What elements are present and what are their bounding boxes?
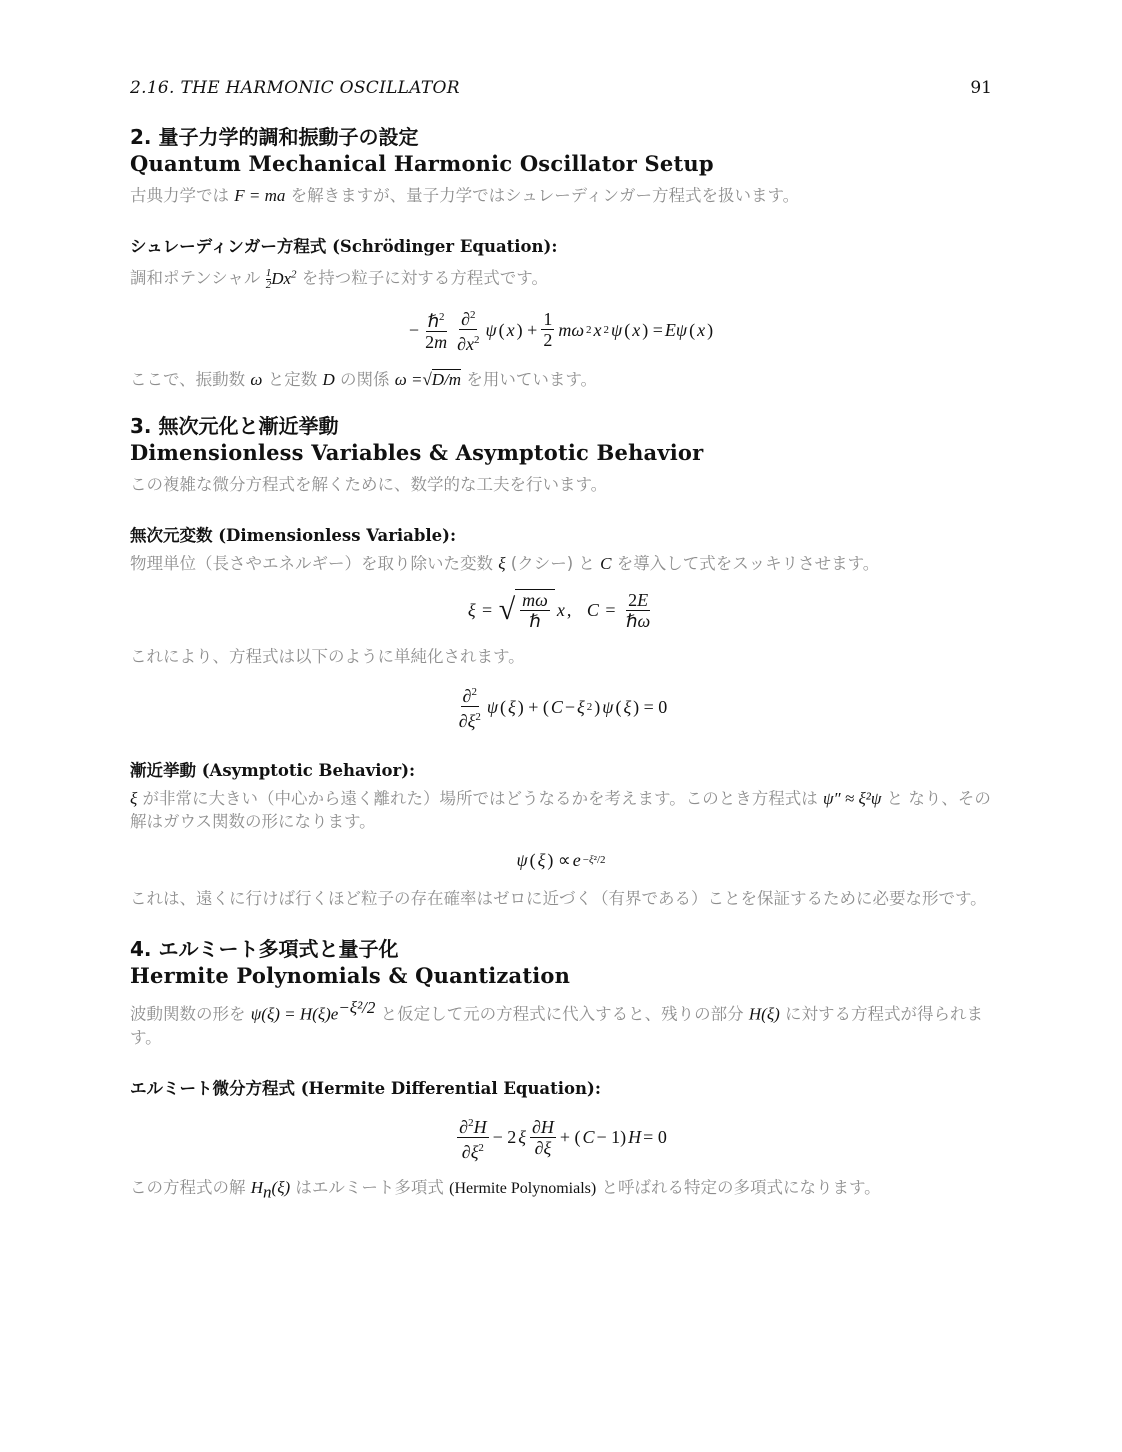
section-2 <box>130 124 992 391</box>
dimensionless-variable-equation: ξ = √ $\frac{m\omega}{\text{ℏ}}$ x , C = $\frac{2E}{\text{ℏω}}$ <box>467 589 651 632</box>
section-4 <box>130 936 992 1203</box>
section-3 <box>130 413 992 910</box>
section-4-title-jp: 4. エルミート多項式と量子化 <box>130 937 399 962</box>
section-4-intro <box>130 996 992 1049</box>
inline-math: ψ(ξ) = H(ξ)e <box>250 1004 339 1024</box>
section-3-intro: この複雑な微分方程式を解くために、数学的な工夫を行います。 <box>130 475 608 495</box>
inline-math: −ξ²/2 <box>338 998 376 1018</box>
subheading-en: (Hermite Differential Equation): <box>300 1078 601 1098</box>
frequency-relation-paragraph: ここで、振動数 ω と定数 D の関係 ω =√D/m を用いています。 <box>130 370 598 390</box>
section-2-title-jp: 2. 量子力学的調和振動子の設定 <box>130 125 419 149</box>
inline-math: H <box>250 1177 264 1197</box>
text-fragment: 古典力学では <box>130 186 229 205</box>
schrodinger-subheading <box>130 233 992 257</box>
hermite-equation: $\frac{\partial^2H}{\partial\xi^2}$ − 2 ξ $\frac{\partial H}{\partial\xi}$ + ( C − 1) H = 0 <box>130 1113 992 1162</box>
subheading-jp: 漸近挙動 <box>130 761 196 781</box>
text-fragment: (Hermite Polynomials) <box>449 1179 597 1197</box>
section-2-title-en: Quantum Mechanical Harmonic Oscillator Setup <box>130 151 714 176</box>
text-fragment: と呼ばれる特定の多項式になります。 <box>601 1177 881 1197</box>
potential-paragraph <box>130 263 992 291</box>
running-head-title: 2.16. THE HARMONIC OSCILLATOR <box>130 78 460 98</box>
text-fragment: と仮定して元の方程式に代入すると、残りの部分 <box>380 1004 744 1024</box>
inline-math: D <box>322 370 335 390</box>
hermite-solution-paragraph <box>130 1176 992 1203</box>
subheading-jp: シュレーディンガー方程式 <box>130 237 327 256</box>
text-fragment: 波動関数の形を <box>130 1004 246 1024</box>
inline-math: ψ″ ≈ ξ²ψ <box>822 789 882 809</box>
text-fragment: と定数 <box>267 370 318 390</box>
boundedness-paragraph: これは、遠くに行けば行くほど粒子の存在確率はゼロに近づく（有界である）ことを保証するために必要な形です。 <box>130 889 987 909</box>
section-2-intro <box>130 184 992 207</box>
text-fragment: の関係 <box>339 370 390 390</box>
asymptotic-subheading <box>130 757 992 781</box>
inline-math: D/m <box>431 370 462 390</box>
subheading-jp: エルミート微分方程式 <box>130 1078 295 1098</box>
inline-math: n <box>263 1182 272 1202</box>
text-fragment: が非常に大きい（中心から遠く離れた）場所ではどうなるかを考えます。このとき方程式は <box>142 789 818 809</box>
section-3-title-jp: 3. 無次元化と漸近挙動 <box>130 414 339 439</box>
dimensionless-equation: $\frac{\partial^2}{\partial\xi^2}$ ψ ( ξ ) + ( C − ξ 2 ) ψ ( ξ ) = 0 <box>130 682 992 731</box>
inline-math: ξ <box>130 789 138 809</box>
hermite-subheading <box>130 1075 992 1099</box>
dimensionless-subheading <box>130 522 992 546</box>
text-fragment: と なり、その解はガウス関数の形になります。 <box>130 789 991 832</box>
inline-math: (ξ) <box>271 1177 291 1197</box>
subheading-en: (Asymptotic Behavior): <box>201 761 416 781</box>
subheading-en: (Schrödinger Equation): <box>332 237 558 256</box>
gaussian-equation: ψ ( ξ ) ∝ e −ξ²/2 <box>516 850 606 871</box>
asymptotic-paragraph <box>130 787 992 833</box>
subheading-en: (Dimensionless Variable): <box>218 526 457 546</box>
text-fragment: (クシー) と <box>510 554 595 574</box>
schrodinger-equation: − $\frac{\hbar^2}{2m}$ $\frac{\partial^2}{\partial x^2}$ ψ ( x ) + $\frac{1}{2}$ mω 2 x 2 ψ ( x ) = Eψ ( x ) <box>130 305 992 354</box>
text-fragment: はエルミート多項式 <box>295 1177 444 1197</box>
inline-math: ω = <box>394 370 423 390</box>
potential-math: $\frac{1}{2}$ Dx$^2$ <box>265 267 297 292</box>
text-fragment: 調和ポテンシャル <box>130 268 261 288</box>
text-fragment: ここで、振動数 <box>130 370 246 390</box>
inline-math: ω <box>250 370 263 390</box>
document-page <box>130 78 992 1217</box>
simplification-paragraph: これにより、方程式は以下のように単純化されます。 <box>130 647 525 667</box>
page-number: 91 <box>970 78 992 98</box>
section-3-title-en: Dimensionless Variables & Asymptotic Behavior <box>130 440 704 466</box>
subheading-jp: 無次元変数 <box>130 526 213 546</box>
text-fragment: 物理単位（長さやエネルギー）を取り除いた変数 <box>130 554 493 574</box>
text-fragment: に対する方程式が得られます。 <box>130 1004 984 1047</box>
text-fragment: を解きますが、量子力学ではシュレーディンガー方程式を扱います。 <box>290 186 800 205</box>
inline-math: C <box>600 554 612 574</box>
dimensionless-paragraph <box>130 552 992 575</box>
text-fragment: を持つ粒子に対する方程式です。 <box>301 268 548 288</box>
running-head <box>130 78 992 98</box>
text-fragment: この方程式の解 <box>130 1177 246 1197</box>
text-fragment: を導入して式をスッキリさせます。 <box>616 554 880 574</box>
inline-math: H(ξ) <box>748 1004 780 1024</box>
inline-math: ξ <box>498 554 506 574</box>
inline-math: F = ma <box>234 186 286 205</box>
section-4-title-en: Hermite Polynomials & Quantization <box>130 963 571 989</box>
text-fragment: を用いています。 <box>466 370 598 390</box>
